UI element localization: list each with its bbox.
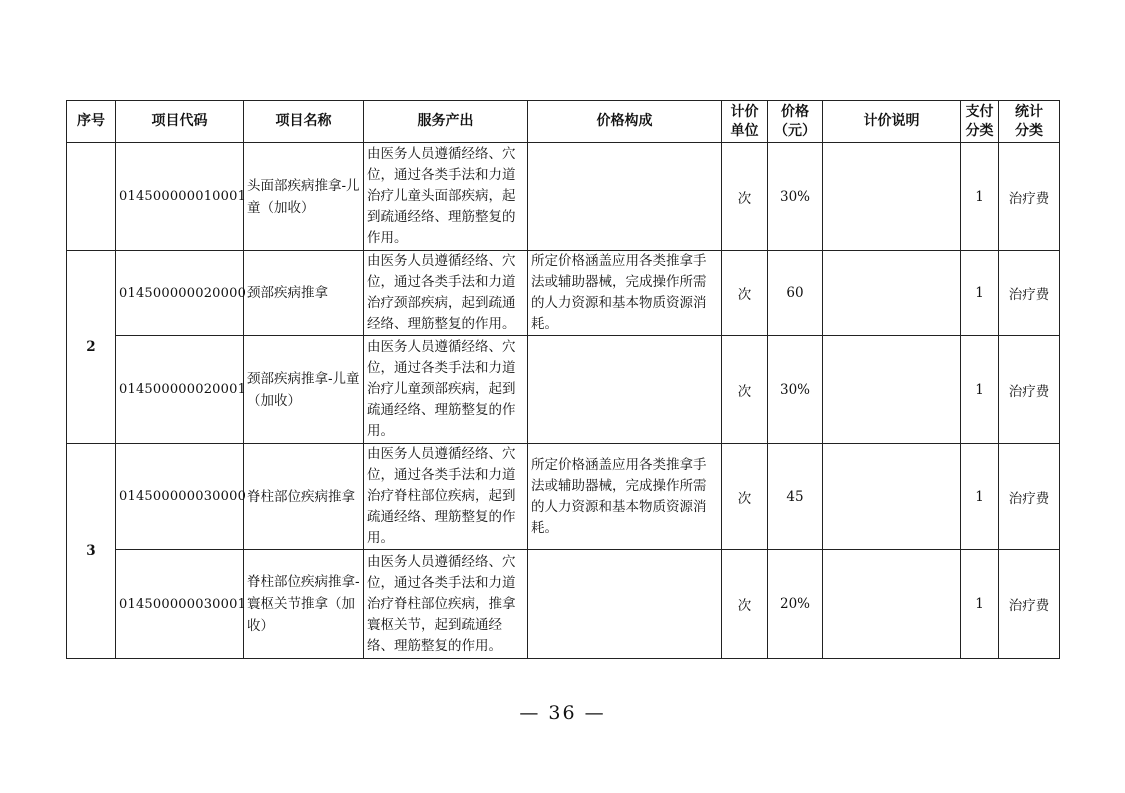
pricing-table — [66, 100, 1060, 659]
table-header-row — [67, 101, 1060, 143]
cell-price-composition: 所定价格涵盖应用各类推拿手法或辅助器械，完成操作所需的人力资源和基本物质资源消耗。 — [528, 251, 722, 336]
table-row — [67, 550, 1060, 659]
cell-payment: 1 — [961, 143, 999, 251]
cell-price: 45 — [768, 444, 823, 550]
cell-name: 颈部疾病推拿-儿童（加收） — [244, 336, 364, 444]
table-row — [67, 336, 1060, 444]
cell-price-note — [823, 143, 961, 251]
header-payment: 支付 分类 — [961, 101, 999, 143]
cell-name: 颈部疾病推拿 — [244, 251, 364, 336]
cell-payment: 1 — [961, 550, 999, 659]
cell-price-composition — [528, 550, 722, 659]
cell-unit: 次 — [722, 251, 768, 336]
cell-code: 014500000020000 — [116, 251, 244, 336]
header-output: 服务产出 — [364, 101, 528, 143]
cell-code: 014500000020001 — [116, 336, 244, 444]
cell-output: 由医务人员遵循经络、穴位，通过各类手法和力道治疗脊柱部位疾病，起到疏通经络、理筋整复的作用。 — [364, 444, 528, 550]
table-row — [67, 251, 1060, 336]
header-code: 项目代码 — [116, 101, 244, 143]
cell-unit: 次 — [722, 143, 768, 251]
header-name: 项目名称 — [244, 101, 364, 143]
header-stat: 统计 分类 — [999, 101, 1060, 143]
cell-code: 014500000030000 — [116, 444, 244, 550]
cell-price-note — [823, 336, 961, 444]
cell-unit: 次 — [722, 336, 768, 444]
cell-price: 30% — [768, 143, 823, 251]
cell-name: 头面部疾病推拿-儿童（加收） — [244, 143, 364, 251]
table-row — [67, 444, 1060, 550]
cell-price: 30% — [768, 336, 823, 444]
header-price: 价格 （元） — [768, 101, 823, 143]
cell-stat: 治疗费 — [999, 143, 1060, 251]
cell-name: 脊柱部位疾病推拿 — [244, 444, 364, 550]
cell-price-composition — [528, 336, 722, 444]
cell-seq — [67, 143, 116, 251]
cell-output: 由医务人员遵循经络、穴位，通过各类手法和力道治疗脊柱部位疾病，推拿寰枢关节，起到疏通经络、理筋整复的作用。 — [364, 550, 528, 659]
cell-unit: 次 — [722, 550, 768, 659]
cell-output: 由医务人员遵循经络、穴位，通过各类手法和力道治疗颈部疾病，起到疏通经络、理筋整复的作用。 — [364, 251, 528, 336]
cell-payment: 1 — [961, 336, 999, 444]
cell-code: 014500000030001 — [116, 550, 244, 659]
cell-stat: 治疗费 — [999, 444, 1060, 550]
header-price-note: 计价说明 — [823, 101, 961, 143]
cell-price-note — [823, 251, 961, 336]
cell-stat: 治疗费 — [999, 550, 1060, 659]
cell-code: 014500000010001 — [116, 143, 244, 251]
cell-seq: 3 — [67, 444, 116, 659]
cell-stat: 治疗费 — [999, 336, 1060, 444]
cell-output: 由医务人员遵循经络、穴位，通过各类手法和力道治疗儿童颈部疾病，起到疏通经络、理筋整复的作用。 — [364, 336, 528, 444]
cell-stat: 治疗费 — [999, 251, 1060, 336]
cell-unit: 次 — [722, 444, 768, 550]
header-unit: 计价 单位 — [722, 101, 768, 143]
cell-output: 由医务人员遵循经络、穴位，通过各类手法和力道治疗儿童头面部疾病，起到疏通经络、理筋整复的作用。 — [364, 143, 528, 251]
cell-price-note — [823, 444, 961, 550]
header-seq: 序号 — [67, 101, 116, 143]
cell-name: 脊柱部位疾病推拿-寰枢关节推拿（加收） — [244, 550, 364, 659]
header-price-composition: 价格构成 — [528, 101, 722, 143]
cell-price: 20% — [768, 550, 823, 659]
cell-payment: 1 — [961, 444, 999, 550]
page-number: — 36 — — [519, 702, 606, 724]
cell-payment: 1 — [961, 251, 999, 336]
cell-price: 60 — [768, 251, 823, 336]
cell-price-composition — [528, 143, 722, 251]
cell-seq: 2 — [67, 251, 116, 444]
cell-price-note — [823, 550, 961, 659]
table-row — [67, 143, 1060, 251]
cell-price-composition: 所定价格涵盖应用各类推拿手法或辅助器械，完成操作所需的人力资源和基本物质资源消耗。 — [528, 444, 722, 550]
